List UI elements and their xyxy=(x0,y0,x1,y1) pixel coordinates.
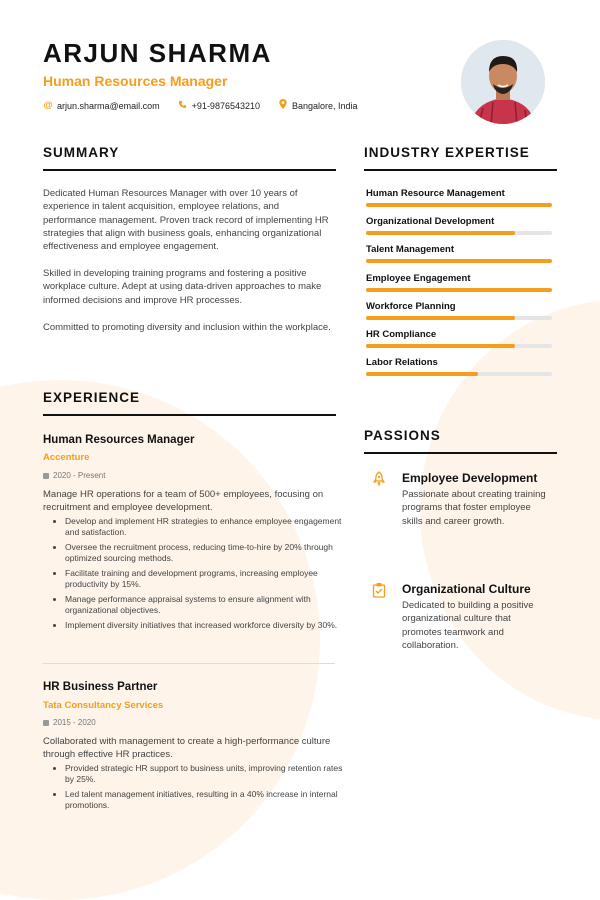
contact-info xyxy=(43,99,358,112)
candidate-title: Human Resources Manager xyxy=(43,73,228,89)
summary-heading: SUMMARY xyxy=(43,145,120,160)
skill-bar xyxy=(366,372,552,376)
email-text: arjun.sharma@email.com xyxy=(57,100,160,111)
skill-bar-fill xyxy=(366,203,552,207)
achievement-item: • Implement diversity initiatives that increased workforce diversity by 30%. xyxy=(65,620,349,631)
calendar-icon xyxy=(43,473,49,479)
job-company: Tata Consultancy Services xyxy=(43,700,164,711)
skill-name: Talent Management xyxy=(366,244,454,255)
skill-item xyxy=(366,216,552,235)
job-description: Manage HR operations for a team of 500+ employees, focusing on recruitment and employee development. xyxy=(43,489,324,513)
skill-name: Labor Relations xyxy=(366,357,438,368)
clipboard-icon xyxy=(372,582,386,598)
skill-bar xyxy=(366,203,552,207)
skill-item xyxy=(366,357,552,376)
job-dates-text: 2015 - 2020 xyxy=(53,718,96,727)
job-achievements xyxy=(52,763,349,815)
skill-bar-fill xyxy=(366,344,515,348)
passions-heading: PASSIONS xyxy=(364,428,441,443)
passion-description: Dedicated to building a positive organizational culture that promotes teamwork and collaboration. xyxy=(402,600,534,651)
calendar-icon xyxy=(43,720,49,726)
location-contact xyxy=(278,99,358,112)
skill-item xyxy=(366,301,552,320)
summary-divider xyxy=(43,169,336,171)
candidate-name: ARJUN SHARMA xyxy=(43,38,272,68)
achievement-item: • Develop and implement HR strategies to enhance employee engagement and satisfaction. xyxy=(65,516,349,538)
skill-bar-fill xyxy=(366,372,478,376)
skill-item xyxy=(366,244,552,263)
expertise-heading: INDUSTRY EXPERTISE xyxy=(364,145,530,160)
summary-paragraph: Skilled in developing training programs and fostering a positive workplace culture. Adept at using data-driven approaches to make informed decisions and improve HR processes. xyxy=(43,268,322,306)
skill-name: HR Compliance xyxy=(366,329,437,340)
job-separator xyxy=(43,663,335,664)
passion-description: Passionate about creating training programs that foster employee skills and career growth. xyxy=(402,489,546,527)
job-title: Human Resources Manager xyxy=(43,434,195,446)
skill-bar-fill xyxy=(366,259,552,263)
email-contact[interactable] xyxy=(43,99,160,112)
skill-name: Human Resource Management xyxy=(366,188,505,199)
skill-bar-fill xyxy=(366,288,552,292)
skill-bar xyxy=(366,344,552,348)
achievement-item: • Led talent management initiatives, resulting in a 40% increase in internal promotions. xyxy=(65,789,349,811)
achievement-item: • Manage performance appraisal systems to ensure alignment with organizational objectives. xyxy=(65,594,349,616)
experience-heading: EXPERIENCE xyxy=(43,390,141,405)
phone-icon xyxy=(178,100,188,112)
phone-text: +91-9876543210 xyxy=(191,100,260,111)
skill-name: Employee Engagement xyxy=(366,273,471,284)
rocket-icon xyxy=(372,471,386,487)
passions-divider xyxy=(364,452,557,454)
job-dates xyxy=(43,471,105,480)
header xyxy=(43,38,358,112)
skill-bar-fill xyxy=(366,316,515,320)
achievement-item: • Facilitate training and development programs, increasing employee productivity by 15%. xyxy=(65,568,349,590)
achievement-item: • Provided strategic HR support to business units, improving retention rates by 25%. xyxy=(65,763,349,785)
job-achievements xyxy=(52,516,349,635)
skill-bar xyxy=(366,288,552,292)
skill-item xyxy=(366,188,552,207)
location-pin-icon xyxy=(278,99,288,112)
skill-bar xyxy=(366,231,552,235)
skill-bar-fill xyxy=(366,231,515,235)
expertise-divider xyxy=(364,169,557,171)
skill-name: Workforce Planning xyxy=(366,301,456,312)
skill-bar xyxy=(366,316,552,320)
at-icon: @ xyxy=(43,100,53,111)
job-dates-text: 2020 - Present xyxy=(53,471,106,480)
job-description: Collaborated with management to create a high-performance culture through effective HR practices. xyxy=(43,736,331,760)
summary-paragraph: Dedicated Human Resources Manager with over 10 years of experience in talent acquisition, employee relations, and performance management. Proven track record of implementing HR strategies that align with business goals, enhancing organizational effectiveness and employee engagement. xyxy=(43,188,329,253)
avatar xyxy=(461,40,545,124)
passion-title: Organizational Culture xyxy=(402,582,531,596)
skill-name: Organizational Development xyxy=(366,216,495,227)
summary-paragraph: Committed to promoting diversity and inclusion within the workplace. xyxy=(43,322,331,333)
job-dates xyxy=(43,718,96,727)
job-title: HR Business Partner xyxy=(43,681,158,693)
location-text: Bangalore, India xyxy=(292,100,358,111)
passion-title: Employee Development xyxy=(402,471,538,485)
achievement-item: • Oversee the recruitment process, reducing time-to-hire by 20% through optimized sourcing methods. xyxy=(65,542,349,564)
skill-item xyxy=(366,273,552,292)
skill-item xyxy=(366,329,552,348)
phone-contact[interactable] xyxy=(178,99,260,112)
experience-divider xyxy=(43,414,336,416)
job-company: Accenture xyxy=(43,452,90,463)
skill-bar xyxy=(366,259,552,263)
